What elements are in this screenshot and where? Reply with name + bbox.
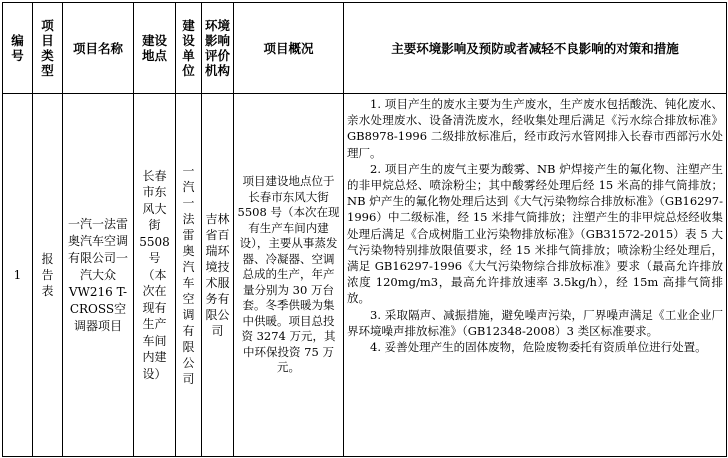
measure-item: 3. 采取隔声、减振措施，避免噪声污染，厂界噪声满足《工业企业厂界环境噪声排放标准》（GB12348-2008）3 类区标准要求。 xyxy=(347,307,723,338)
measure-item: 1. 项目产生的废水主要为生产废水，生产废水包括酸洗、钝化废水、亲水处理废水、设备清洗废水，经收集处理后满足《污水综合排放标准》GB8978-1996 二级排放标准后，经市政污水管网排入长春市西部污水处理厂。 xyxy=(347,97,723,160)
cell-name: 一汽一法雷奥汽车空调有限公司一汽大众VW216 T-CROSS空调器项目 xyxy=(63,94,134,457)
header-name: 项目名称 xyxy=(63,3,134,94)
measure-item: 2. 项目产生的废气主要为酸雾、NB 炉焊接产生的氟化物、注塑产生的非甲烷总烃、喷涂粉尘；其中酸雾经处理后经 15 米高的排气筒排放；NB 炉产生的氟化物处理后达到《大气污染物综合排放标准》（GB16297-1996）中二级标准，经 15 米排气筒排放；注塑产生的非甲烷总烃经收集处理后满足《合成树脂工业污染物排放标准》（GB31572-2015）表 5 大气污染物特别排放限值要求，经 15 米排气筒排放；喷涂粉尘经处理后，满足 GB16297-1996《大气污染物综合排放标准》要求（最高允许排放浓度 120mg/m3，最高允许排放速率 3.5kg/h），经 15m 高排气筒排放。 xyxy=(347,161,723,306)
measure-item: 4. 妥善处理产生的固体废物，危险废物委托有资质单位进行处置。 xyxy=(370,340,707,355)
header-overview: 项目概况 xyxy=(234,3,344,94)
header-no: 编号 xyxy=(3,3,33,94)
header-type: 项目类型 xyxy=(33,3,63,94)
cell-unit: 一汽一法雷奥汽车空调有限公司 xyxy=(176,94,202,457)
cell-overview: 项目建设地点位于长春市东风大街 5508 号（本次在现有生产车间内建设），主要从事蒸发器、冷凝器、空调总成的生产，年产量分别为 30 万台套。冬季供暖为集中供暖。项目总投资 3274 万元，其中环保投资 75 万元。 xyxy=(234,94,344,457)
cell-location: 长春市东风大街5508号（本次在现有生产车间内建设） xyxy=(134,94,176,457)
header-unit: 建设单位 xyxy=(176,3,202,94)
cell-measures xyxy=(344,94,727,457)
header-measures: 主要环境影响及预防或者减轻不良影响的对策和措施 xyxy=(344,3,727,94)
header-row xyxy=(3,3,727,94)
cell-agency: 吉林省百瑞环境技术服务有限公司 xyxy=(202,94,234,457)
header-location: 建设地点 xyxy=(134,3,176,94)
cell-no: 1 xyxy=(3,94,33,457)
header-agency: 环境影响评价机构 xyxy=(202,3,234,94)
eia-project-table xyxy=(2,2,727,457)
cell-type: 报告表 xyxy=(33,94,63,457)
table-row xyxy=(3,94,727,457)
